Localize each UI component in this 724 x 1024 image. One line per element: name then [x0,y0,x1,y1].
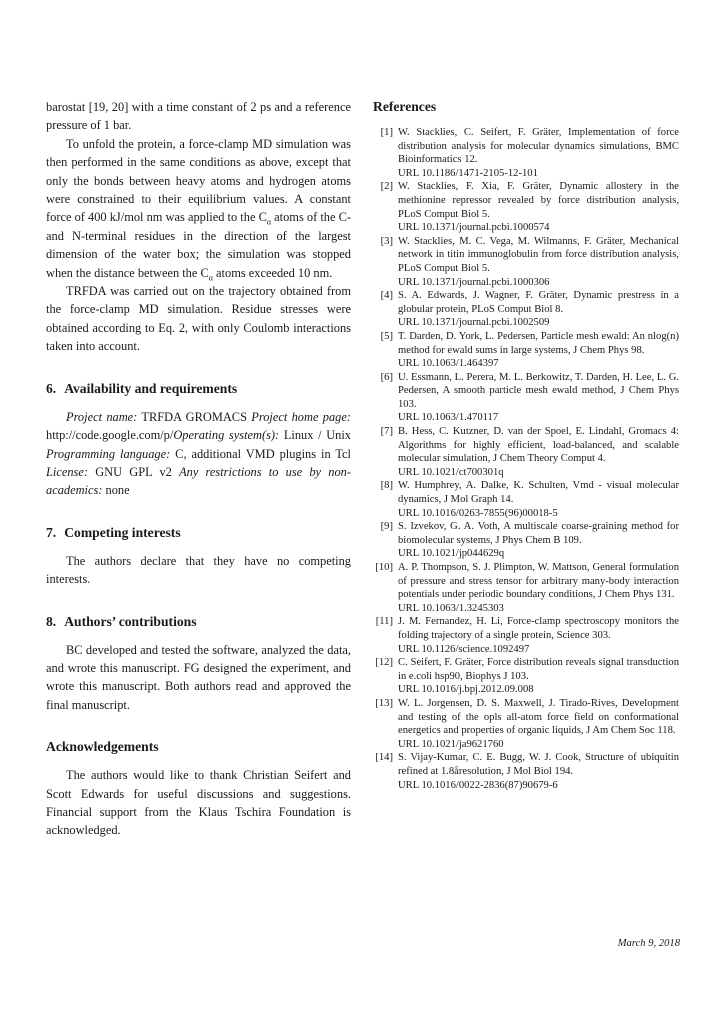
reference-url[interactable]: URL 10.1371/journal.pcbi.1000306 [398,276,550,288]
reference-number: [11] [375,616,393,628]
paragraph-authors-contributions: BC developed and tested the software, analyzed the data, and wrote this manuscript. FG designed the experiment, and wrote this manuscript. Both authors read and approved the final manuscript. [46,642,351,712]
reference-item [373,479,679,520]
reference-item [373,180,679,234]
references-heading: References [373,99,437,114]
reference-text: S. A. Edwards, J. Wagner, F. Gräter, Dynamic prestress in a globular protein, PLoS Comput Biol 8. [398,290,679,315]
reference-number: [6] [380,371,393,383]
reference-url[interactable]: URL 10.1016/j.bpj.2012.09.008 [398,684,534,696]
reference-item [373,235,679,289]
reference-url[interactable]: URL 10.1371/journal.pcbi.1000574 [398,222,550,234]
reference-url[interactable]: URL 10.1016/0022-2836(87)90679-6 [398,779,558,791]
paragraph-trfda: TRFDA was carried out on the trajectory obtained from the force-clamp MD simulation. Residue stresses were obtained according to Eq. 2, with only Coulomb interactions taken into account. [46,284,351,354]
reference-url[interactable]: URL 10.1021/ct700301q [398,466,504,478]
alpha-subscript: α [208,273,213,283]
reference-number: [4] [380,290,393,302]
reference-item [373,656,679,697]
reference-text: W. Humphrey, A. Dalke, K. Schulten, Vmd - visual molecular dynamics, J Mol Graph 14. [398,480,679,506]
reference-item [373,615,679,656]
reference-item [373,751,679,792]
paragraph-availability: Project name: TRFDA GROMACS Project home page: http://code.google.com/p/Operating system(s): Linux / Unix Programming language: C, additional VMD plugins in Tcl License: GNU GPL v2 Any restrictions to use by non-academics: none [46,409,351,498]
reference-url[interactable]: URL 10.1371/journal.pcbi.1002509 [398,317,550,329]
reference-number: [14] [375,752,393,764]
reference-number: [5] [380,330,393,342]
reference-number: [13] [375,697,393,709]
reference-text: W. Stacklies, M. C. Vega, M. Wilmanns, F. Gräter, Mechanical network in titin immunoglobulin from force distribution analysis, PLoS Comput Biol 5. [398,235,679,274]
reference-number: [10] [375,562,393,573]
reference-text: J. M. Fernandez, H. Li, Force-clamp spectroscopy monitors the folding trajectory of a single protein, Science 303. [398,616,679,641]
reference-list [373,126,679,792]
paragraph-competing-interests: The authors declare that they have no competing interests. [46,553,351,587]
reference-item [373,289,679,330]
reference-number: [2] [380,181,393,193]
section-heading-acknowledgements: Acknowledgements [46,739,159,755]
reference-text: W. Stacklies, F. Xia, F. Gräter, Dynamic allostery in the methionine repressor revealed by force distribution analysis, PLoS Comput Biol 5. [398,181,679,220]
alpha-subscript: α [266,217,272,227]
reference-item [373,330,679,371]
reference-text: B. Hess, C. Kutzner, D. van der Spoel, E. Lindahl, Gromacs 4: Algorithms for highly efficient, load-balanced, and scalable molecular simulation, J Chem Theory Comput 4. [398,426,679,465]
reference-number: [8] [380,480,393,492]
section-heading-competing-interests: 7. Competing interests [46,524,181,540]
reference-item [373,520,679,561]
paragraph-barostat: barostat [19, 20] with a time constant of 2 ps and a reference pressure of 1 bar. [46,100,351,133]
left-column [46,98,351,840]
reference-number: [12] [375,657,393,669]
reference-url[interactable]: URL 10.1016/0263-7855(96)00018-5 [398,507,558,519]
reference-text: W. L. Jorgensen, D. S. Maxwell, J. Tirado-Rives, Development and testing of the opls all-atom force field on conformational energetics and properties of organic liquids, J Am Chem Soc 118. [398,697,679,737]
reference-item [373,126,679,180]
reference-item [373,561,679,615]
reference-text: S. Izvekov, G. A. Voth, A multiscale coarse-graining method for biomolecular systems, J Phys Chem B 109. [398,521,679,546]
reference-url[interactable]: URL 10.1021/jp044629q [398,548,505,560]
reference-text: U. Essmann, L. Perera, M. L. Berkowitz, T. Darden, H. Lee, L. G. Pedersen, A smooth particle mesh ewald method, J Chem Phys 103. [398,371,679,410]
reference-text: W. Stacklies, C. Seifert, F. Gräter, Implementation of force distribution analysis for molecular dynamics simulations, BMC Bioinformatics 12. [398,127,679,166]
reference-item [373,371,679,425]
reference-text: C. Seifert, F. Gräter, Force distribution reveals signal transduction in e.coli hsp90, Biophys J 103. [398,657,679,682]
paragraph-force-clamp: To unfold the protein, a force-clamp MD simulation was then performed in the same conditions as above, except that only the bonds between heavy atoms and hydrogen atoms were constrained to their equilibrium values. A constant force of 400 kJ/mol nm was applied to the $C_\alpha$ atoms of the C- and N-terminal residues in the direction of the largest dimension of the water box; the simulation was stopped when the distance between the $C_\alpha$ atoms exceeded 10 nm. [46,136,351,283]
reference-url[interactable]: URL 10.1021/ja9621760 [398,738,504,750]
page-date-footer: March 9, 2018 [617,938,680,949]
paragraph-acknowledgements: The authors would like to thank Christian Seifert and Scott Edwards for useful discussions and suggestions. Financial support from the Klaus Tschira Foundation is acknowledged. [46,768,351,838]
reference-item [373,697,679,751]
reference-text: A. P. Thompson, S. J. Plimpton, W. Mattson, General formulation of pressure and stress tensor for arbitrary many-body interaction potentials under periodic boundary conditions, J Chem Phys 131. [398,562,679,601]
reference-url[interactable]: URL 10.1063/1.3245303 [398,602,504,614]
reference-url[interactable]: URL 10.1126/science.1092497 [398,643,530,655]
reference-text: T. Darden, D. York, L. Pedersen, Particle mesh ewald: An nlog(n) method for ewald sums in large systems, J Chem Phys 98. [398,330,679,356]
reference-url[interactable]: URL 10.1186/1471-2105-12-101 [398,167,538,179]
reference-number: [7] [380,426,393,438]
section-heading-authors-contributions: 8. Authors’ contributions [46,613,197,629]
reference-item [373,425,679,479]
right-column [373,98,679,792]
reference-number: [3] [380,235,393,247]
section-heading-availability: 6. Availability and requirements [46,380,238,396]
reference-url[interactable]: URL 10.1063/1.470117 [398,412,499,424]
reference-number: [1] [380,127,393,138]
reference-text: S. Vijay-Kumar, C. E. Bugg, W. J. Cook, Structure of ubiquitin refined at 1.8åresolution, J Mol Biol 194. [398,752,679,777]
reference-number: [9] [380,521,393,533]
reference-url[interactable]: URL 10.1063/1.464397 [398,358,499,370]
